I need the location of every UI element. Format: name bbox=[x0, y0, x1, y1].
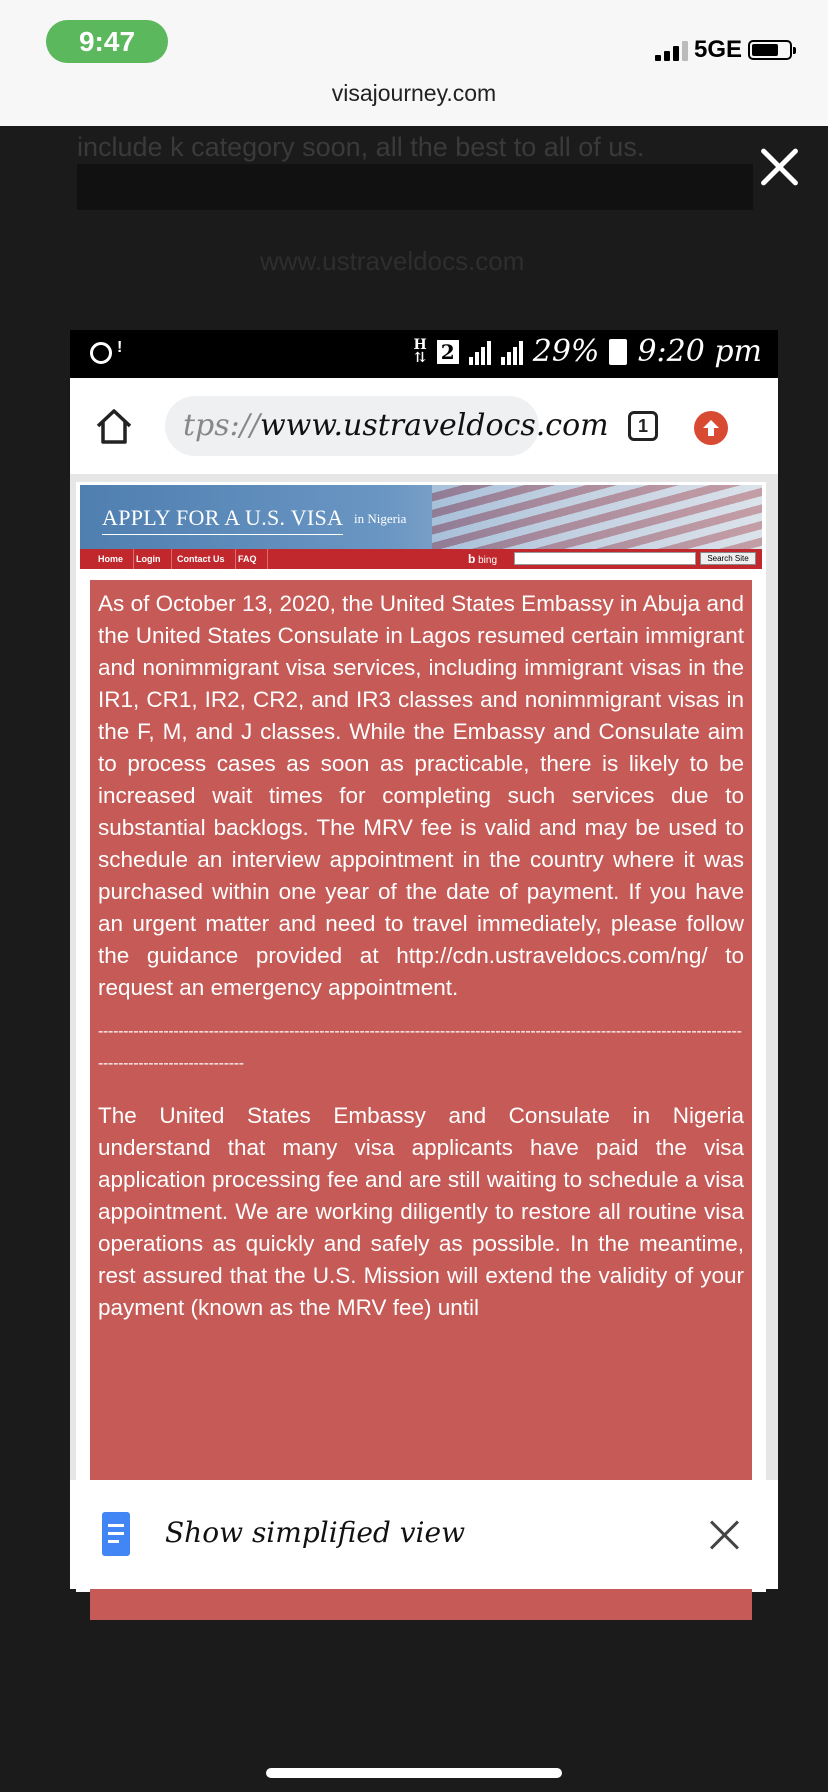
simplified-view-label[interactable]: Show simplified view bbox=[165, 1516, 466, 1549]
site-search-button[interactable]: Search Site bbox=[700, 552, 756, 565]
background-banner bbox=[77, 164, 753, 210]
url-scheme: tps:// bbox=[183, 408, 260, 443]
hspa-icon: H ⇅ bbox=[413, 336, 427, 366]
android-battery-icon bbox=[609, 339, 627, 365]
home-indicator[interactable] bbox=[266, 1768, 562, 1778]
update-icon[interactable] bbox=[694, 411, 728, 445]
dismiss-icon[interactable] bbox=[710, 1520, 740, 1550]
nav-home[interactable]: Home bbox=[88, 549, 134, 569]
simplified-view-prompt[interactable] bbox=[70, 1480, 778, 1589]
page-content bbox=[76, 482, 766, 1592]
network-type: 5GE bbox=[693, 36, 742, 63]
notification-icon bbox=[90, 342, 112, 364]
android-time: 9:20 pm bbox=[637, 334, 762, 369]
web-page bbox=[70, 474, 778, 1588]
document-icon bbox=[102, 1512, 130, 1556]
home-icon[interactable] bbox=[94, 406, 134, 446]
notice-separator: ------------------------------------------------------------------------------------------------------------------------------------------------------------- bbox=[98, 1023, 742, 1072]
bing-label: bing bbox=[478, 555, 498, 566]
browser-toolbar bbox=[70, 378, 778, 474]
flag-graphic bbox=[432, 485, 762, 549]
android-status-bar bbox=[70, 330, 778, 378]
covid-notice bbox=[90, 580, 752, 1620]
nav-login[interactable]: Login bbox=[126, 549, 172, 569]
banner-subtitle: in Nigeria bbox=[354, 511, 407, 526]
bing-logo: b bing bbox=[468, 552, 498, 566]
banner-title-text: APPLY FOR A U.S. VISA bbox=[102, 505, 344, 530]
cellular-signal-icon bbox=[655, 39, 688, 61]
page-domain[interactable]: visajourney.com bbox=[331, 80, 497, 106]
url-host: www.ustraveldocs.com bbox=[259, 408, 609, 443]
tab-switcher-button[interactable]: 1 bbox=[628, 411, 658, 441]
embedded-screenshot[interactable] bbox=[70, 330, 778, 1588]
nav-faq[interactable]: FAQ bbox=[228, 549, 268, 569]
battery-icon bbox=[748, 40, 792, 60]
background-url: www.ustraveldocs.com bbox=[260, 246, 525, 276]
signal-bars-2-icon bbox=[501, 339, 523, 365]
ios-status-icons bbox=[655, 36, 792, 64]
notice-paragraph-2: The United States Embassy and Consulate in Nigeria understand that many visa applicants have paid the visa application processing fee and are still waiting to schedule a visa appointment. We are working diligently to restore all routine visa operations as quickly and safely as possible. In the meantime, rest assured that the U.S. Mission will extend the validity of your payment (known as the MRV fee) until bbox=[98, 1103, 744, 1320]
site-nav bbox=[80, 549, 762, 569]
notice-paragraph-1: As of October 13, 2020, the United States Embassy in Abuja and the United States Consulate in Lagos resumed certain immigrant and nonimmigrant visa services, including immigrant visas in the IR1, CR1, IR2, CR2, and IR3 classes and nonimmigrant visas in the F, M, and J classes. While the Embassy and Consulate aim to process cases as soon as practicable, there is likely to be increased wait times for completing such services due to substantial backlogs. The MRV fee is valid and may be used to schedule an interview appointment in the country where it was purchased within one year of the date of payment. If you have an urgent matter and need to travel immediately, please follow the guidance provided at http://cdn.ustraveldocs.com/ng/ to request an emergency appointment. bbox=[98, 591, 744, 1000]
sim-indicator: 2 bbox=[437, 340, 459, 364]
android-battery-percent: 29% bbox=[532, 334, 600, 369]
signal-bars-icon bbox=[469, 339, 491, 365]
site-banner bbox=[80, 485, 762, 549]
ios-status-bar bbox=[0, 0, 828, 127]
site-search-input[interactable] bbox=[514, 552, 696, 565]
address-bar[interactable] bbox=[165, 396, 609, 456]
background-url-row bbox=[100, 246, 700, 276]
close-icon[interactable] bbox=[756, 144, 802, 190]
status-time[interactable]: 9:47 bbox=[46, 20, 168, 63]
nav-contact-us[interactable]: Contact Us bbox=[167, 549, 236, 569]
banner-title bbox=[102, 505, 343, 531]
background-post-text: include k category soon, all the best to all of us. bbox=[77, 132, 645, 162]
